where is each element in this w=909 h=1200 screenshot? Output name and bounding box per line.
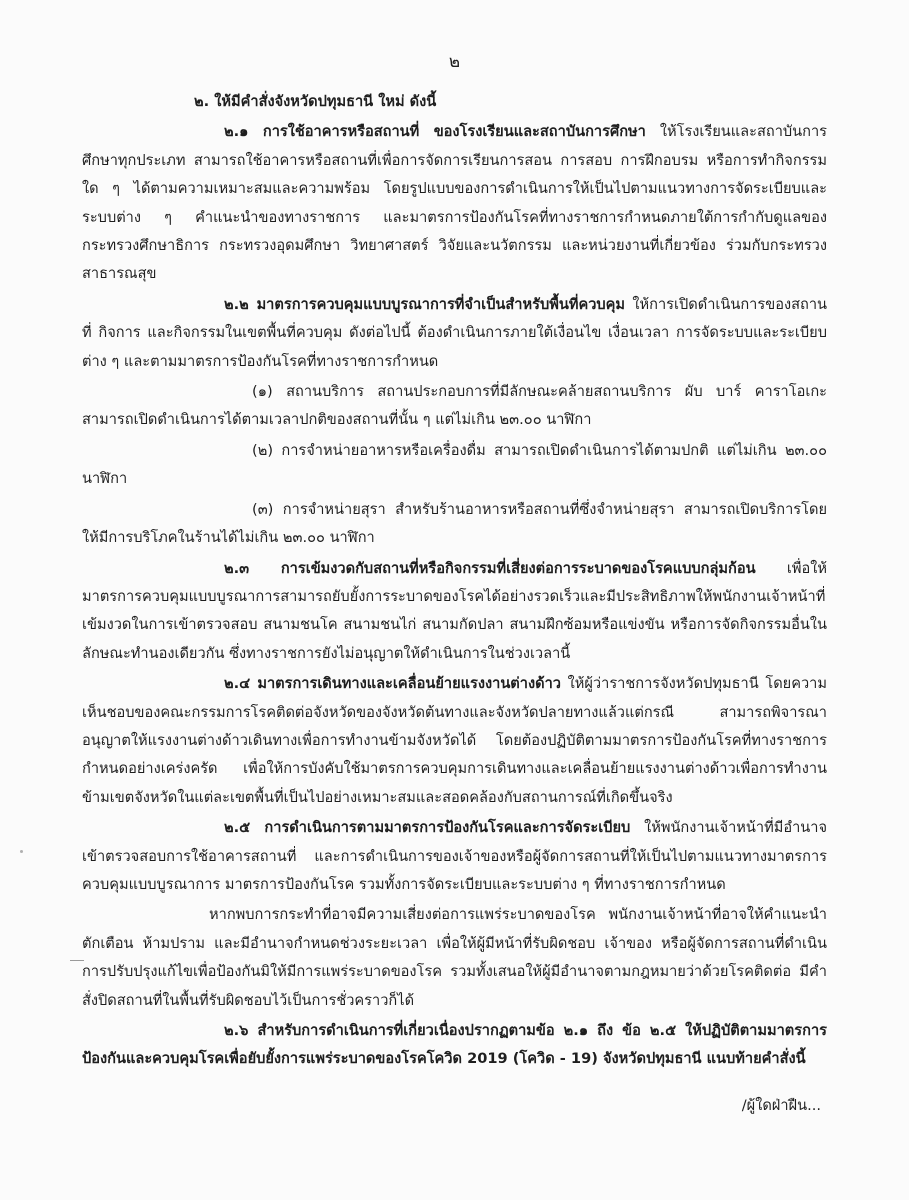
- paragraph-2-1-text: ให้โรงเรียนและสถาบันการศึกษาทุกประเภท สามารถใช้อาคารหรือสถานที่เพื่อการจัดการเรียนการสอน การสอบ การฝึกอบรม หรือการทำกิจกรรมใด ๆ ได้ตามความเหมาะสมและความพร้อม โดยรูปแบบของการดำเนินการให้เป็นไปตามแนวทางการจัดระเบียบและระบบต่าง ๆ คำแนะนำของทางราชการ และมาตรการป้องกันโรคที่ทางราชการกำหนดภายใต้การกำกับดูแลของกระทรวงศึกษาธิการ กระทรวงอุดมศึกษา วิทยาศาสตร์ วิจัยและนวัตกรรม และหน่วยงานที่เกี่ยวข้อง ร่วมกับกระทรวงสาธารณสุข: [82, 123, 827, 283]
- paragraph-2-4: [82, 670, 827, 812]
- list-item-1: (๑) สถานบริการ สถานประกอบการที่มีลักษณะคล้ายสถานบริการ ผับ บาร์ คาราโอเกะ สามารถเปิดดำเนินการได้ตามเวลาปกติของสถานที่นั้น ๆ แต่ไม่เกิน ๒๓.๐๐ นาฬิกา: [82, 383, 827, 429]
- paragraph-2-2: [82, 291, 827, 376]
- paragraph-2-3-title: ๒.๓ การเข้มงวดกับสถานที่หรือกิจกรรมที่เสี่ยงต่อการระบาดของโรคแบบกลุ่มก้อน: [224, 559, 756, 577]
- paragraph-2-4-text: ให้ผู้ว่าราชการจังหวัดปทุมธานี โดยความเห็นชอบของคณะกรรมการโรคติดต่อจังหวัดของจังหวัดต้นทางและจังหวัดปลายทางแล้วแต่กรณี สามารถพิจารณาอนุญาตให้แรงงานต่างด้าวเดินทางเพื่อการทำงานข้ามจังหวัดได้ โดยต้องปฏิบัติตามมาตรการป้องกันโรคที่ทางราชการกำหนดอย่างเคร่งครัด เพื่อให้การบังคับใช้มาตรการควบคุมการเดินทางและเคลื่อนย้ายแรงงานต่างด้าวเพื่อการทำงานข้ามเขตจังหวัดในแต่ละเขตพื้นที่เป็นไปอย่างเหมาะสมและสอดคล้องกับสถานการณ์ที่เกิดขึ้นจริง: [82, 675, 827, 806]
- paragraph-2-5-text: ให้พนักงานเจ้าหน้าที่มีอำนาจเข้าตรวจสอบการใช้อาคารสถานที่ และการดำเนินการของเจ้าของหรือผู้จัดการสถานที่ให้เป็นไปตามแนวทางมาตรการควบคุมแบบบูรณาการ มาตรการป้องกันโรค รวมทั้งการจัดระเบียบและระบบต่าง ๆ ที่ทางราชการกำหนด: [82, 819, 828, 893]
- paragraph-2-3-text: เพื่อให้มาตรการควบคุมแบบบูรณาการสามารถยับยั้งการระบาดของโรคได้อย่างรวดเร็วและมีประสิทธิภาพให้พนักงานเจ้าหน้าที่เข้มงวดในการเข้าตรวจสอบ สนามชนโค สนามชนไก่ สนามกัดปลา สนามฝึกซ้อมหรือแข่งขัน หรือการจัดกิจกรรมอื่นในลักษณะทำนองเดียวกัน ซึ่งทางราชการยังไม่อนุญาตให้ดำเนินการในช่วงเวลานี้: [82, 559, 827, 662]
- paragraph-2-1-title: ๒.๑ การใช้อาคารหรือสถานที่ ของโรงเรียนและสถาบันการศึกษา: [224, 123, 646, 141]
- list-item-3: (๓) การจำหน่ายสุรา สำหรับร้านอาหารหรือสถานที่ซึ่งจำหน่ายสุรา สามารถเปิดบริการโดยให้มีการบริโภคในร้านได้ไม่เกิน ๒๓.๐๐ นาฬิกา: [82, 500, 827, 547]
- paragraph-2-5-continued: หากพบการกระทำที่อาจมีความเสี่ยงต่อการแพร่ระบาดของโรค พนักงานเจ้าหน้าที่อาจให้คำแนะนำ ตักเตือน ห้ามปราม และมีอำนาจกำหนดช่วงระยะเวลา เพื่อให้ผู้มีหน้าที่รับผิดชอบ เจ้าของ หรือผู้จัดการสถานที่ดำเนินการปรับปรุงแก้ไขเพื่อป้องกันมิให้มีการแพร่ระบาดของโรค รวมทั้งเสนอให้ผู้มีอำนาจตามกฎหมายว่าด้วยโรคติดต่อ มีคำสั่งปิดสถานที่ในพื้นที่รับผิดชอบไว้เป็นการชั่วคราวก็ได้: [82, 906, 827, 1009]
- paragraph-2-3: [82, 555, 827, 669]
- page-continuation-note: /ผู้ใดฝ่าฝืน...: [741, 1096, 821, 1114]
- paragraph-2-2-text: ให้การเปิดดำเนินการของสถานที่ กิจการ และกิจกรรมในเขตพื้นที่ควบคุม ดังต่อไปนี้ ต้องดำเนินการภายใต้เงื่อนไข เงื่อนเวลา การจัดระบบและระเบียบต่าง ๆ และตามมาตรการป้องกันโรคที่ทางราชการกำหนด: [82, 295, 827, 370]
- document-body: [82, 88, 827, 1120]
- paragraph-2-5: [82, 814, 827, 899]
- scan-speck: [20, 850, 23, 853]
- paragraph-2-1: [82, 118, 827, 288]
- paragraph-2-5-title: ๒.๕ การดำเนินการตามมาตรการป้องกันโรคและการจัดระเบียบ: [224, 819, 631, 837]
- paragraph-2-2-title: ๒.๒ มาตรการควบคุมแบบบูรณาการที่จำเป็นสำหรับพื้นที่ควบคุม: [224, 295, 626, 313]
- paragraph-2-6: ๒.๖ สำหรับการดำเนินการที่เกี่ยวเนื่องปรากฏตามข้อ ๒.๑ ถึง ข้อ ๒.๕ ให้ปฏิบัติตามมาตรการป้องกันและควบคุมโรคเพื่อยับยั้งการแพร่ระบาดของโรคโควิด 2019 (โควิด - 19) จังหวัดปทุมธานี แนบท้ายคำสั่งนี้: [82, 1022, 827, 1068]
- list-item-2: (๒) การจำหน่ายอาหารหรือเครื่องดื่ม สามารถเปิดดำเนินการได้ตามปกติ แต่ไม่เกิน ๒๓.๐๐ นาฬิกา: [82, 441, 827, 488]
- section-heading: ๒. ให้มีคำสั่งจังหวัดปทุมธานี ใหม่ ดังนี้: [194, 93, 437, 110]
- page-number: ๒: [448, 52, 461, 72]
- paragraph-2-4-title: ๒.๔ มาตรการเดินทางและเคลื่อนย้ายแรงงานต่างด้าว: [224, 675, 561, 693]
